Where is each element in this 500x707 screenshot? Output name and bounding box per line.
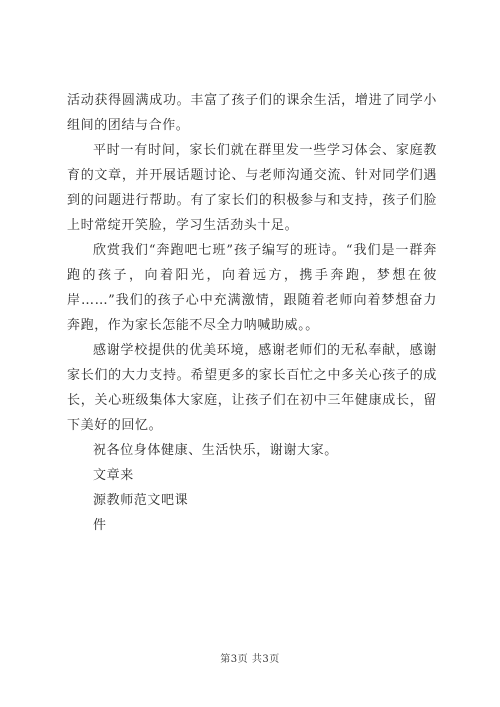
- paragraph-5: 祝各位身体健康、生活快乐，谢谢大家。: [93, 443, 338, 458]
- document-body: [67, 88, 437, 538]
- paragraph-7: 源教师范文吧课: [93, 493, 189, 508]
- paragraph-8: 件: [93, 518, 107, 533]
- paragraph-4: 感谢学校提供的优美环境，感谢老师们的无私奉献，感谢家长们的大力支持。希望更多的家长百忙之中多关心孩子的成长，关心班级集体大家庭，让孩子们在初中三年健康成长，留下美好的回忆。: [67, 343, 437, 433]
- paragraph-6: 文章来: [93, 468, 134, 483]
- paragraph-1: 活动获得圆满成功。丰富了孩子们的课余生活，增进了同学小组间的团结与合作。: [67, 93, 437, 133]
- page-number-footer: 第3页 共3页: [220, 654, 280, 665]
- paragraph-2: 平时一有时间，家长们就在群里发一些学习体会、家庭教育的文章，并开展话题讨论、与老师沟通交流、针对同学们遇到的问题进行帮助。有了家长们的积极参与和支持，孩子们脸上时常绽开笑脸，学习生活劲头十足。: [67, 143, 437, 233]
- paragraph-3: 欣赏我们“奔跑吧七班”孩子编写的班诗。“我们是一群奔跑的孩子，向着阳光，向着远方，携手奔跑，梦想在彼岸……”我们的孩子心中充满激情，跟随着老师向着梦想奋力奔跑，作为家长怎能不尽全力呐喊助威。。: [67, 243, 437, 333]
